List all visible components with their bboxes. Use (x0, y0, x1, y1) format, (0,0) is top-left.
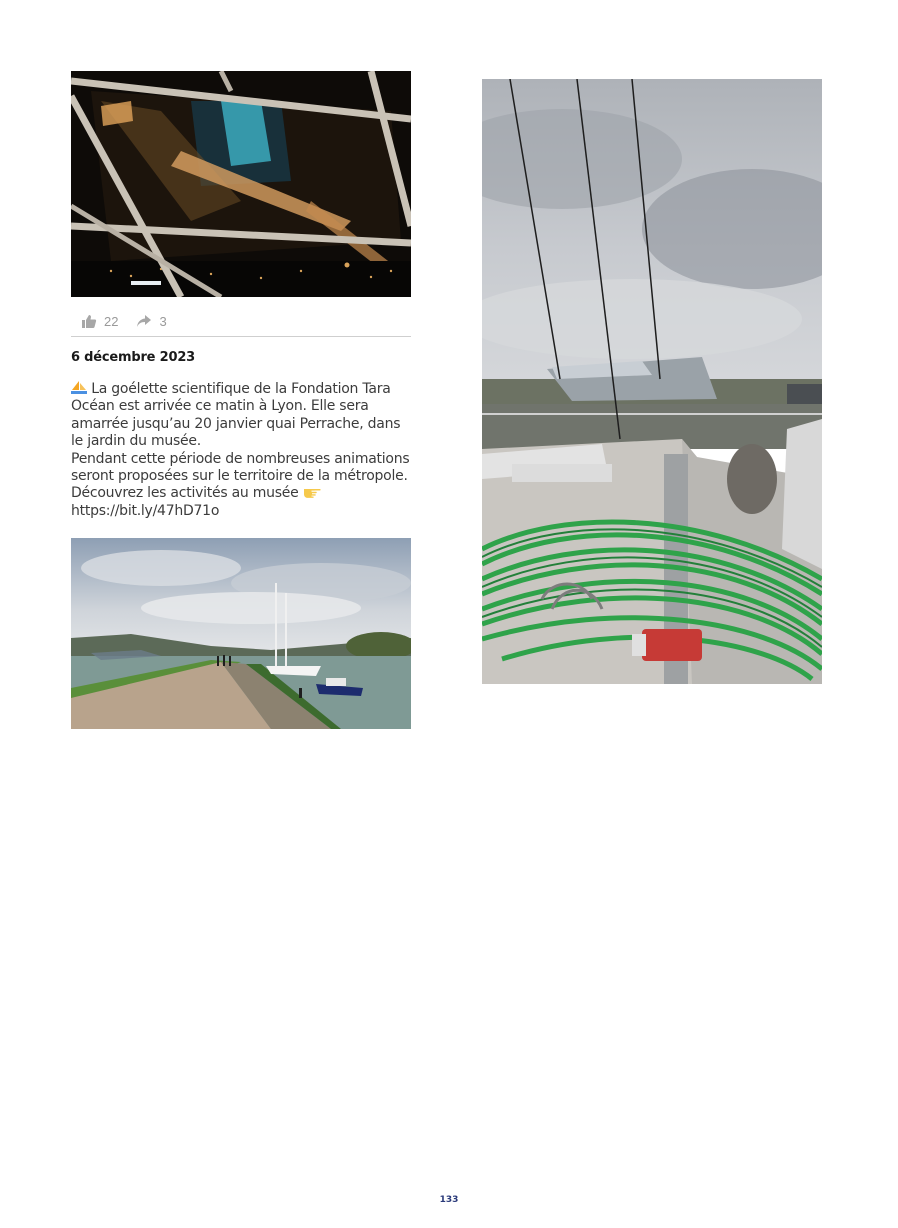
shares-count: 3 (159, 313, 167, 329)
likes-counter[interactable] (81, 313, 118, 329)
thumbs-up-icon (81, 313, 97, 329)
post-date: 6 décembre 2023 (71, 350, 196, 365)
post-paragraph-3 (71, 485, 413, 502)
museum-interior-photo (71, 71, 411, 297)
share-arrow-icon (136, 313, 152, 329)
sailboat-emoji-icon (71, 381, 87, 395)
pointing-hand-emoji-icon (303, 485, 321, 498)
post-paragraph-1 (71, 381, 413, 451)
post-paragraph-1-text: La goélette scientifique de la Fondation Tara Océan est arrivée ce matin à Lyon. Elle sera amarrée jusqu’au 20 janvier quai Perrache, dans le jardin du musée. (71, 381, 401, 450)
reactions-bar (71, 306, 411, 337)
post-paragraph-3-text: Découvrez les activités au musée (71, 485, 299, 502)
schooner-river-photo (71, 538, 411, 729)
schooner-deck-photo (482, 79, 822, 684)
shares-counter[interactable] (136, 313, 166, 329)
page-number: 133 (439, 1195, 459, 1205)
post-body (71, 381, 413, 520)
post-paragraph-2: Pendant cette période de nombreuses animations seront proposées sur le territoire de la métropole. (71, 450, 410, 485)
post-link[interactable]: https://bit.ly/47hD71o (71, 502, 220, 519)
likes-count: 22 (104, 313, 119, 329)
